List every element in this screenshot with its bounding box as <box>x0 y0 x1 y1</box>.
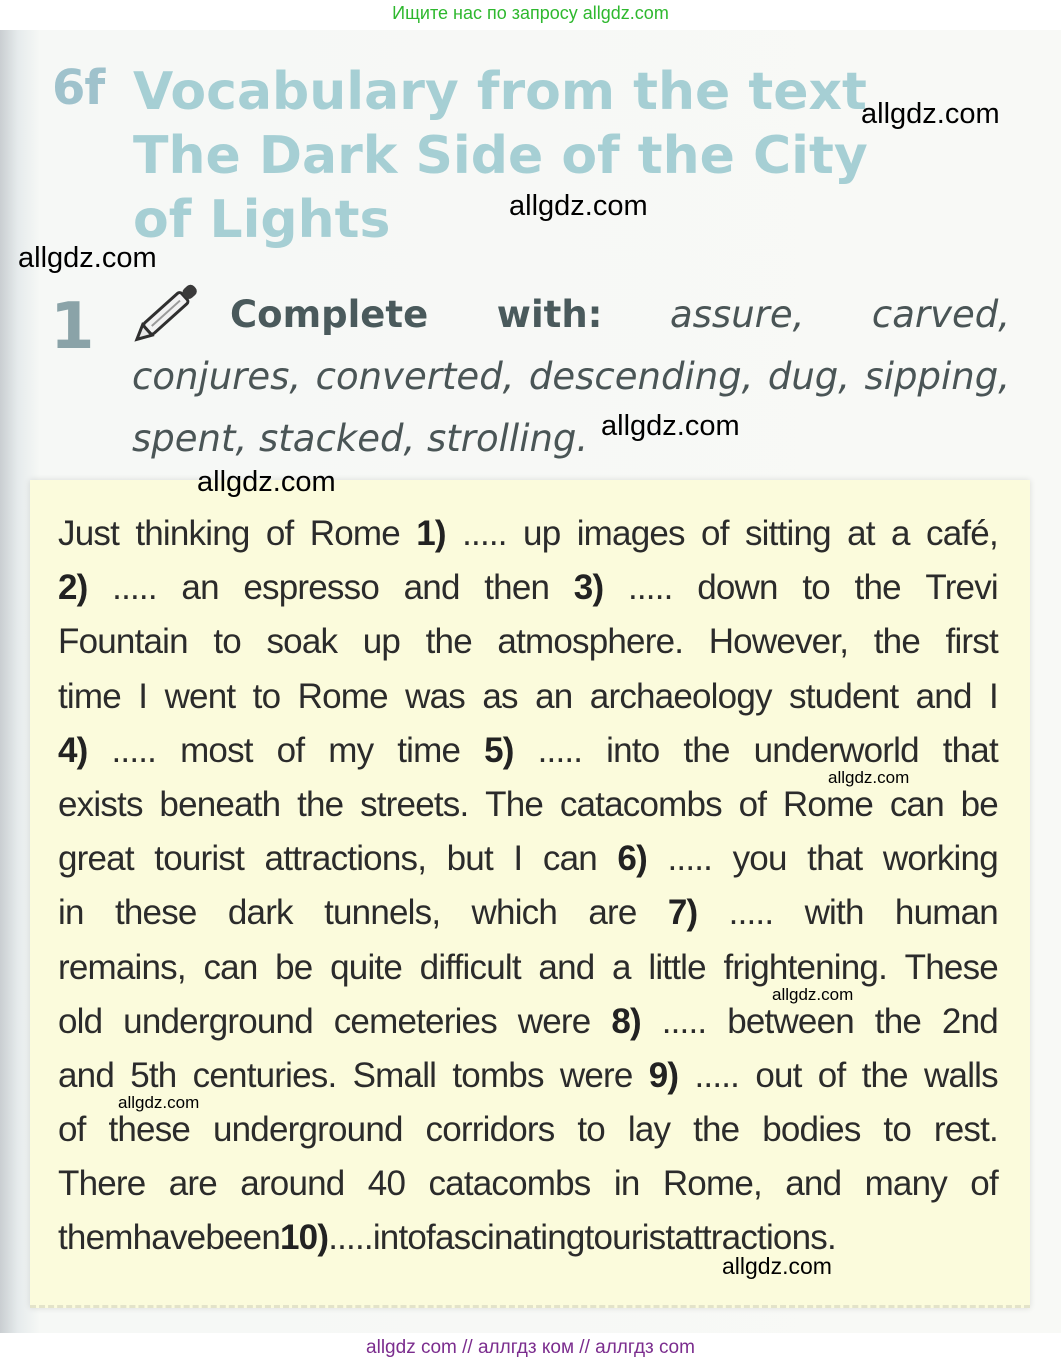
passage-line <box>58 1211 998 1265</box>
passage-word: Rome <box>309 514 400 553</box>
passage-line <box>58 670 998 724</box>
passage-word: went <box>164 676 236 716</box>
passage-word: images <box>576 514 685 553</box>
passage-word: 2nd <box>941 1001 998 1041</box>
passage-word: of <box>970 1164 998 1204</box>
passage-word: into <box>372 1218 427 1258</box>
passage-text <box>58 507 998 1266</box>
passage-line <box>58 832 998 886</box>
passage-line <box>58 507 998 561</box>
passage-word: of <box>701 514 729 553</box>
passage-word: little <box>648 947 706 987</box>
passage-word: human <box>894 893 998 933</box>
passage-word: the <box>861 1055 908 1095</box>
passage-word: of <box>58 1110 86 1150</box>
passage-word: student <box>789 676 899 716</box>
word-bank: assure, carved, conjures, converted, descending, dug, sipping, spent, stacked, strolling. <box>132 293 1011 460</box>
passage-word: dark <box>227 893 293 933</box>
passage-word: exists <box>58 784 143 824</box>
passage-word: a <box>891 514 910 553</box>
passage-word: Rome <box>297 676 388 716</box>
passage-word: attractions. <box>674 1218 836 1258</box>
gap-number: 4) <box>58 730 88 770</box>
passage-word: was <box>405 676 465 716</box>
watermark: allgdz.com <box>509 190 648 222</box>
passage-word: of <box>265 514 294 553</box>
passage-word: Just <box>58 514 119 553</box>
passage-word: ..... <box>328 1218 373 1258</box>
passage-word: have <box>132 1218 206 1258</box>
unit-title-line: of Lights <box>133 190 391 250</box>
passage-word: of <box>817 1055 846 1095</box>
passage-word: were <box>517 1001 591 1041</box>
passage-word: thinking <box>135 514 250 553</box>
passage-word: to <box>252 676 281 716</box>
passage-word: beneath <box>159 784 281 824</box>
watermark: allgdz.com <box>197 466 336 498</box>
unit-title-line: Vocabulary from the text <box>133 62 867 122</box>
passage-word: 40 <box>367 1164 406 1204</box>
passage-word: centuries. <box>192 1055 337 1095</box>
passage-word: These <box>904 947 998 987</box>
top-banner[interactable]: Ищите нас по запросу allgdz.com <box>392 3 669 23</box>
passage-word: ..... <box>537 730 583 770</box>
unit-title-line: The Dark Side of the City <box>133 126 868 186</box>
passage-word: of <box>276 730 305 770</box>
passage-word: to <box>577 1110 605 1150</box>
passage-word: and <box>785 1164 842 1204</box>
passage-word: sitting <box>744 514 831 553</box>
passage-word: atmosphere. <box>497 622 684 662</box>
passage-word: ..... <box>728 893 774 933</box>
passage-word: Rome, <box>662 1164 762 1204</box>
gap-number: 7) <box>667 893 698 933</box>
passage-word: ..... <box>661 1001 707 1041</box>
passage-word: quite <box>330 947 403 987</box>
passage-word: ..... <box>694 1055 740 1095</box>
gap-number: 8) <box>611 1001 641 1041</box>
passage-word: be <box>960 784 998 824</box>
passage-word: remains, <box>58 947 186 987</box>
gap-number: 9) <box>648 1055 679 1095</box>
unit-number: 6f <box>52 60 105 116</box>
passage-word: can <box>542 839 597 879</box>
passage-word: to <box>802 568 830 608</box>
passage-word: great <box>58 839 134 879</box>
passage-word: up <box>523 514 561 553</box>
gap-number: 6) <box>617 839 647 879</box>
passage-word: which <box>471 893 558 933</box>
passage-line <box>58 561 998 615</box>
passage-word: catacombs <box>559 784 722 824</box>
watermark: allgdz.com <box>828 768 910 787</box>
passage-word: The <box>485 784 544 824</box>
passage-word: ..... <box>112 568 157 608</box>
passage-word: them <box>58 1218 133 1258</box>
passage-word: old <box>58 1001 103 1041</box>
exercise-number: 1 <box>50 290 95 364</box>
passage-word: difficult <box>419 947 521 987</box>
passage-word: archaeology <box>589 676 772 716</box>
passage-word: the <box>693 1110 740 1150</box>
passage-word: in <box>613 1164 640 1204</box>
passage-word: the <box>683 730 730 770</box>
passage-word: tombs <box>452 1055 544 1095</box>
passage-word: attractions, <box>264 839 427 879</box>
passage-word: and <box>58 1055 114 1095</box>
passage-word: time <box>397 730 461 770</box>
watermark: allgdz.com <box>18 242 157 274</box>
passage-word: café, <box>926 514 998 553</box>
passage-word: out <box>755 1055 802 1095</box>
passage-word: tunnels, <box>324 893 441 933</box>
passage-word: many <box>864 1164 947 1204</box>
passage-word: espresso <box>243 568 379 608</box>
passage-word: as <box>482 676 518 716</box>
passage-word: and <box>915 676 972 716</box>
passage-word: ..... <box>627 568 673 608</box>
passage-line <box>58 995 998 1049</box>
passage-word: that <box>942 730 998 770</box>
gap-number: 5) <box>484 730 514 770</box>
passage-word: I <box>988 676 998 716</box>
passage-word: be <box>275 947 313 987</box>
passage-word: up <box>362 622 401 662</box>
passage-word: Rome <box>782 784 874 824</box>
passage-word: I <box>513 839 523 879</box>
passage-word: an <box>535 676 573 716</box>
passage-word: ..... <box>667 839 713 879</box>
passage-word: underground <box>212 1110 403 1150</box>
passage-word: fascinating <box>426 1218 585 1258</box>
unit-title <box>133 60 868 252</box>
watermark: allgdz.com <box>861 98 1000 130</box>
gap-number: 1) <box>416 514 446 553</box>
passage-word: ..... <box>111 730 157 770</box>
passage-word: my <box>328 730 374 770</box>
instruction-label: Complete with: <box>230 293 603 336</box>
passage-word: corridors <box>425 1110 555 1150</box>
passage-word: these <box>114 893 197 933</box>
passage-word: underground <box>123 1001 313 1041</box>
watermark: allgdz.com <box>722 1253 832 1279</box>
passage-word: the <box>874 1001 922 1041</box>
passage-word: However, <box>708 622 849 662</box>
passage-word: around <box>240 1164 345 1204</box>
passage-word: these <box>108 1110 191 1150</box>
passage-word: catacombs <box>428 1164 591 1204</box>
passage-word: been <box>205 1218 280 1258</box>
passage-word: down <box>697 568 778 608</box>
passage-word: then <box>484 568 550 608</box>
passage-word: that <box>807 839 863 879</box>
passage-word: lay <box>627 1110 671 1150</box>
passage-word: between <box>727 1001 854 1041</box>
passage-word: in <box>58 893 84 933</box>
passage-word: soak <box>266 622 338 662</box>
passage-word: Trevi <box>925 568 998 608</box>
bottom-banner[interactable]: allgdz com // аллгдз ком // аллгдз com <box>366 1337 695 1358</box>
passage-word: into <box>606 730 660 770</box>
passage-word: of <box>738 784 767 824</box>
passage-word: to <box>883 1110 912 1150</box>
passage-word: Fountain <box>58 622 188 662</box>
passage-word: tourist <box>584 1218 675 1258</box>
passage-word: are <box>588 893 637 933</box>
passage-word: with <box>804 893 864 933</box>
passage-word: cemeteries <box>333 1001 497 1041</box>
passage-word: the <box>854 568 901 608</box>
exercise-instruction <box>132 284 1010 470</box>
passage-word: but <box>446 839 493 879</box>
passage-line <box>58 1157 998 1211</box>
passage-word: can <box>203 947 258 987</box>
gap-number: 3) <box>573 568 604 608</box>
passage-word: a <box>612 947 631 987</box>
passage-word: working <box>882 839 998 879</box>
passage-word: most <box>180 730 253 770</box>
passage-word: and <box>538 947 595 987</box>
passage-word: time <box>58 676 121 716</box>
passage-word: were <box>559 1055 633 1095</box>
passage-word: can <box>889 784 944 824</box>
passage-line <box>58 886 998 940</box>
gap-number: 10) <box>280 1218 329 1258</box>
watermark: allgdz.com <box>772 985 854 1004</box>
passage-line <box>58 941 998 995</box>
passage-word: at <box>847 514 875 553</box>
passage-word: first <box>945 622 998 662</box>
passage-word: the <box>297 784 344 824</box>
passage-word: rest. <box>933 1110 998 1150</box>
passage-word: the <box>425 622 472 662</box>
passage-word: I <box>138 676 148 716</box>
passage-word: Small <box>352 1055 437 1095</box>
passage-word: and <box>403 568 460 608</box>
passage-word: There <box>58 1164 146 1204</box>
watermark: allgdz.com <box>601 410 740 442</box>
passage-word: frightening. <box>723 947 888 987</box>
passage-word: an <box>181 568 219 608</box>
passage-word: 5th <box>130 1055 177 1095</box>
passage-word: you <box>732 839 787 879</box>
passage-word: walls <box>924 1055 998 1095</box>
passage-word: streets. <box>360 784 469 824</box>
passage-word: tourist <box>154 839 245 879</box>
passage-word: underworld <box>753 730 919 770</box>
passage-word: are <box>168 1164 217 1204</box>
passage-word: the <box>873 622 920 662</box>
passage-word: to <box>213 622 241 662</box>
passage-word: bodies <box>762 1110 861 1150</box>
passage-line <box>58 615 998 669</box>
gap-number: 2) <box>58 568 88 608</box>
watermark: allgdz.com <box>118 1093 200 1112</box>
passage-word: ..... <box>462 514 507 553</box>
